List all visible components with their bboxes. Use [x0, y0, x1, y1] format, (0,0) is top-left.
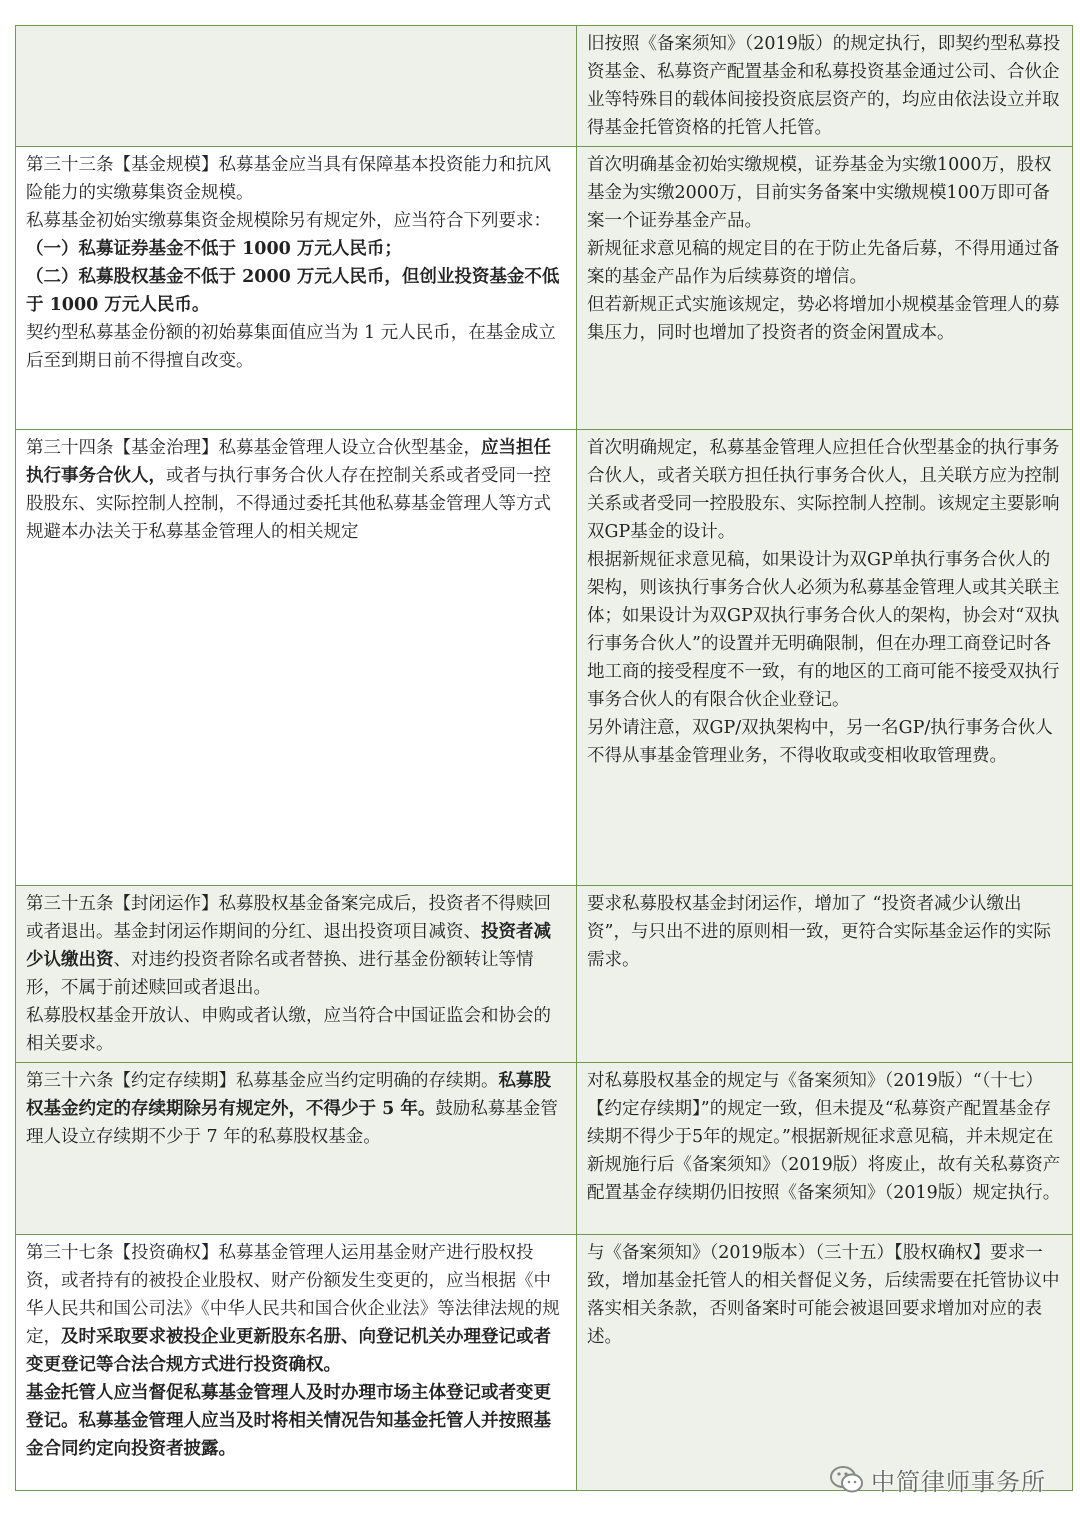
commentary-paragraph: 新规征求意见稿的规定目的在于防止先备后募，不得用通过备案的基金产品作为后续募资的增信。	[587, 239, 1060, 287]
right-cell	[577, 147, 1073, 430]
left-cell	[16, 147, 577, 430]
article-paragraph: 私募基金初始实缴募集资金规模除另有规定外，应当符合下列要求：	[26, 211, 551, 231]
article-paragraph: （二）私募股权基金不低于 2000 万元人民币，但创业投资基金不低于 1000 万元人民币。	[26, 267, 560, 315]
left-cell	[16, 430, 577, 886]
article-paragraph: （一）私募证券基金不低于 1000 万元人民币；	[26, 239, 402, 259]
left-cell	[16, 1063, 577, 1235]
commentary-paragraph: 首次明确规定，私募基金管理人应担任合伙型基金的执行事务合伙人，或者关联方担任执行事务合伙人，且关联方应为控制关系或者受同一控股股东、实际控制人控制。该规定主要影响双GP基金的设计。	[587, 438, 1060, 542]
article-paragraph: 基金托管人应当督促私募基金管理人及时办理市场主体登记或者变更登记。私募基金管理人应当及时将相关情况告知基金托管人并按照基金合同约定向投资者披露。	[26, 1383, 551, 1459]
article-paragraph: 第三十七条【投资确权】私募基金管理人运用基金财产进行股权投资，或者持有的被投企业股权、财产份额发生变更的，应当根据《中华人民共和国公司法》《中华人民共和国合伙企业法》等法律法规的规定，及时采取要求被投企业更新股东名册、向登记机关办理登记或者变更登记等合法合规方式进行投资确权。	[26, 1243, 560, 1375]
commentary-paragraph: 对私募股权基金的规定与《备案须知》（2019版）“（十七）【约定存续期】”的规定一致，但未提及“私募资产配置基金存续期不得少于5年的规定。”根据新规征求意见稿，并未规定在新规施行后《备案须知》（2019版）将废止，故有关私募资产配置基金存续期仍旧按照《备案须知》（2019版）规定执行。	[587, 1071, 1061, 1203]
article-paragraph: 契约型私募基金份额的初始募集面值应当为 1 元人民币，在基金成立后至到期日前不得擅自改变。	[26, 323, 556, 371]
commentary-paragraph: 根据新规征求意见稿，如果设计为双GP单执行事务合伙人的架构，则该执行事务合伙人必须为私募基金管理人或其关联主体；如果设计为双GP双执行事务合伙人的架构，协会对“双执行事务合伙人”的设置并无明确限制，但在办理工商登记时各地工商的接受程度不一致，有的地区的工商可能不接受双执行事务合伙人的有限合伙企业登记。	[587, 550, 1060, 710]
wechat-icon	[829, 1465, 865, 1495]
right-cell	[577, 430, 1073, 886]
table-row	[16, 147, 1073, 430]
right-cell	[577, 1235, 1073, 1491]
article-paragraph: 第三十六条【约定存续期】私募基金应当约定明确的存续期。私募股权基金约定的存续期除另有规定外，不得少于 5 年。鼓励私募基金管理人设立存续期不少于 7 年的私募股权基金。	[26, 1071, 558, 1147]
commentary-paragraph: 另外请注意，双GP/双执架构中，另一名GP/执行事务合伙人不得从事基金管理业务，不得收取或变相收取管理费。	[587, 718, 1053, 766]
table-row	[16, 1063, 1073, 1235]
left-cell	[16, 26, 577, 147]
commentary-paragraph: 旧按照《备案须知》（2019版）的规定执行，即契约型私募投资基金、私募资产配置基金和私募投资基金通过公司、合伙企业等特殊目的载体间接投资底层资产的，均应由依法设立并取得基金托管资格的托管人托管。	[587, 34, 1061, 138]
left-cell	[16, 1235, 577, 1491]
commentary-paragraph: 与《备案须知》（2019版本）（三十五）【股权确权】要求一致，增加基金托管人的相关督促义务，后续需要在托管协议中落实相关条款，否则备案时可能会被退回要求增加对应的表述。	[587, 1243, 1060, 1347]
comparison-table	[15, 25, 1073, 1491]
table-row	[16, 1235, 1073, 1491]
right-cell	[577, 886, 1073, 1063]
right-cell	[577, 26, 1073, 147]
article-paragraph: 私募股权基金开放认、申购或者认缴，应当符合中国证监会和协会的相关要求。	[26, 1006, 551, 1054]
left-cell	[16, 886, 577, 1063]
commentary-paragraph: 首次明确基金初始实缴规模，证券基金为实缴1000万，股权基金为实缴2000万，目前实务备案中实缴规模100万即可备案一个证券基金产品。	[587, 155, 1052, 231]
article-paragraph: 第三十四条【基金治理】私募基金管理人设立合伙型基金，应当担任执行事务合伙人，或者与执行事务合伙人存在控制关系或者受同一控股股东、实际控制人控制，不得通过委托其他私募基金管理人等方式规避本办法关于私募基金管理人的相关规定	[26, 438, 551, 542]
table-row	[16, 430, 1073, 886]
commentary-paragraph: 但若新规正式实施该规定，势必将增加小规模基金管理人的募集压力，同时也增加了投资者的资金闲置成本。	[587, 295, 1060, 343]
right-cell	[577, 1063, 1073, 1235]
table-row	[16, 886, 1073, 1063]
watermark-text: 中简律师事务所	[871, 1468, 1046, 1496]
watermark	[829, 1462, 1046, 1497]
article-paragraph: 第三十五条【封闭运作】私募股权基金备案完成后，投资者不得赎回或者退出。基金封闭运作期间的分红、退出投资项目减资、投资者减少认缴出资、对违约投资者除名或者替换、进行基金份额转让等情形，不属于前述赎回或者退出。	[26, 894, 551, 998]
commentary-paragraph: 要求私募股权基金封闭运作，增加了 “投资者减少认缴出资”，与只出不进的原则相一致，更符合实际基金运作的实际需求。	[587, 894, 1051, 970]
table-row	[16, 26, 1073, 147]
article-paragraph: 第三十三条【基金规模】私募基金应当具有保障基本投资能力和抗风险能力的实缴募集资金规模。	[26, 155, 551, 203]
